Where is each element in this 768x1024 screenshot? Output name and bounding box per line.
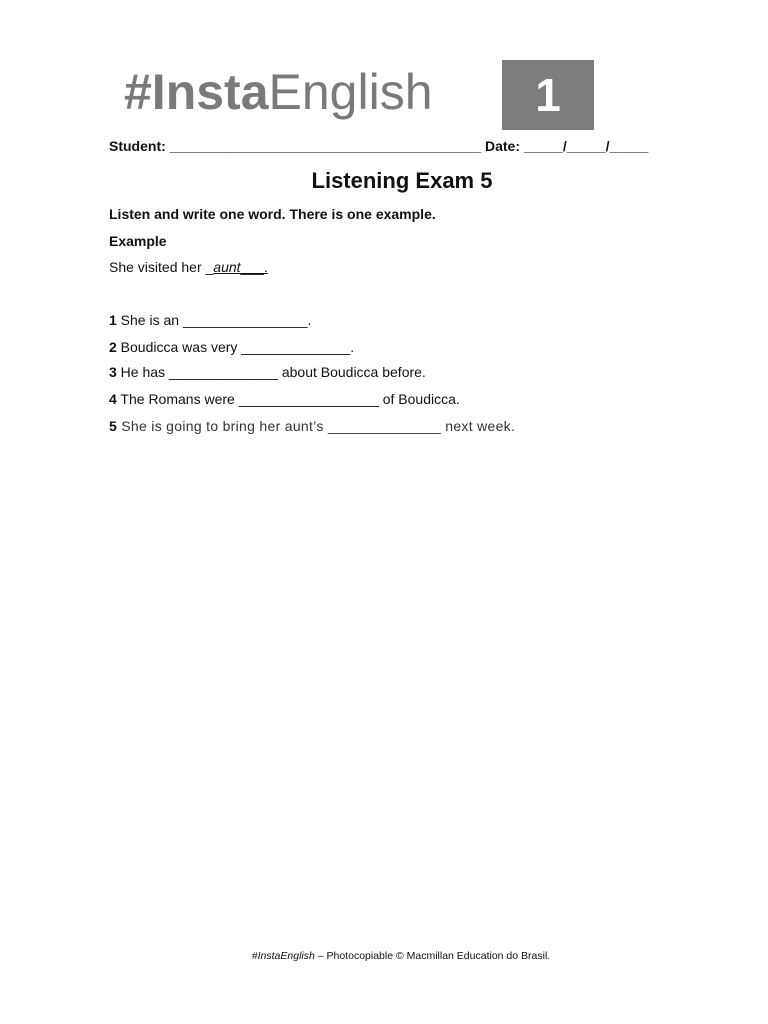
footer-copyright: – Photocopiable © Macmillan Education do Brasil. bbox=[314, 950, 551, 962]
question-number: 5 bbox=[109, 418, 118, 434]
example-prefix: She visited her _ bbox=[109, 259, 214, 275]
question-3[interactable] bbox=[109, 364, 426, 380]
brand-logo-bold: #Insta bbox=[124, 64, 269, 120]
brand-logo-light: English bbox=[268, 64, 433, 120]
question-text: She is going to bring her aunt’s ______________ next week. bbox=[117, 418, 516, 434]
question-text: Boudicca was very ______________. bbox=[116, 339, 355, 355]
question-text: The Romans were __________________ of Boudicca. bbox=[116, 391, 460, 407]
footer bbox=[0, 950, 768, 962]
brand-logo bbox=[124, 62, 433, 122]
question-text: She is an ________________. bbox=[116, 312, 312, 328]
example-heading: Example bbox=[109, 233, 167, 249]
footer-brand: #InstaEnglish bbox=[251, 950, 315, 962]
level-badge: 1 bbox=[502, 60, 594, 130]
question-number: 4 bbox=[109, 391, 117, 407]
question-number: 3 bbox=[109, 364, 117, 380]
student-date-line[interactable]: Student: ________________________________________ Date: _____/_____/_____ bbox=[109, 138, 649, 154]
question-4[interactable] bbox=[109, 391, 460, 407]
question-1[interactable] bbox=[109, 312, 311, 328]
question-5[interactable] bbox=[109, 418, 515, 434]
example-suffix: ___. bbox=[240, 259, 268, 275]
question-number: 1 bbox=[109, 312, 117, 328]
example-answer: aunt bbox=[213, 259, 241, 275]
question-number: 2 bbox=[109, 339, 117, 355]
example-sentence bbox=[109, 259, 268, 275]
question-text: He has ______________ about Boudicca before. bbox=[116, 364, 426, 380]
question-2[interactable] bbox=[109, 339, 354, 355]
instructions: Listen and write one word. There is one example. bbox=[109, 206, 436, 222]
page-title: Listening Exam 5 bbox=[311, 168, 493, 193]
